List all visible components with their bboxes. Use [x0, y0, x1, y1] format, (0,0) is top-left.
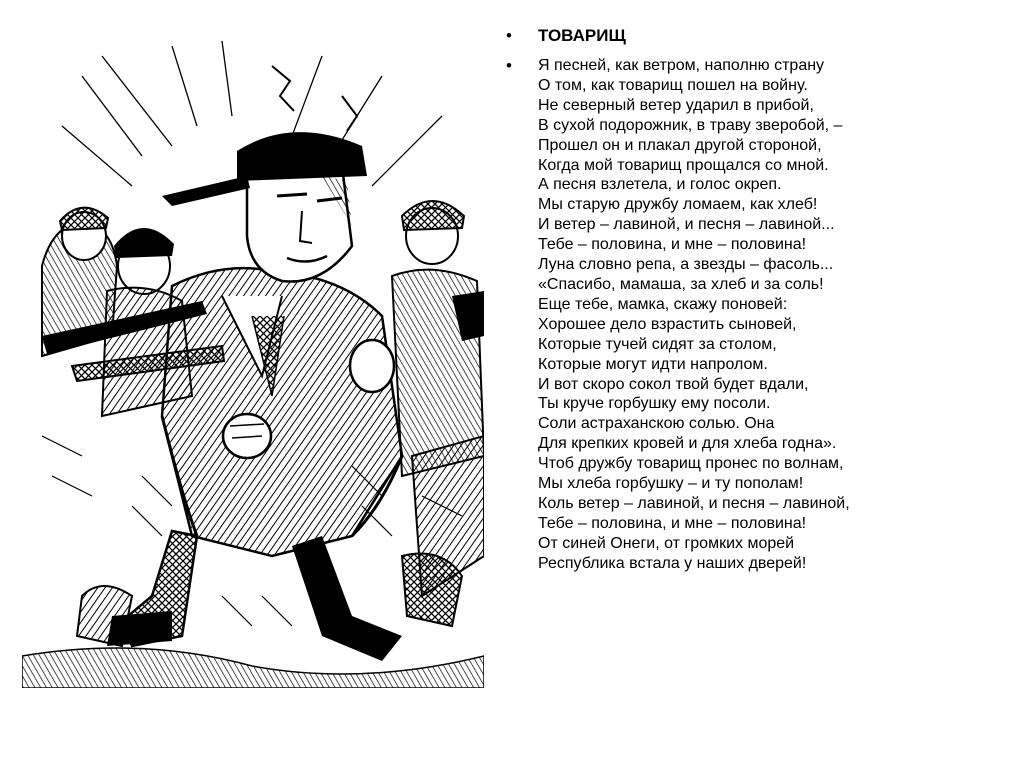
poem-title: ТОВАРИЩ	[538, 26, 626, 45]
poem-line: Хорошее дело взрастить сыновей,	[538, 315, 797, 333]
poem-line: Когда мой товарищ прощался со мной.	[538, 156, 829, 174]
title-bullet-item	[506, 26, 1006, 46]
poem-lines	[538, 56, 1006, 574]
poem-bullet-item	[506, 56, 1006, 574]
poem-line: «Спасибо, мамаша, за хлеб и за соль!	[538, 275, 824, 293]
poem-line: А песня взлетела, и голос окреп.	[538, 176, 782, 194]
poem-line: Тебе – половина, и мне – половина!	[538, 236, 807, 254]
poem-line: Соли астраханскою солью. Она	[538, 415, 775, 433]
poem-line: Мы старую дружбу ломаем, как хлеб!	[538, 196, 818, 214]
poem-line: Ты круче горбушку ему посоли.	[538, 395, 771, 413]
poem-line: О том, как товарищ пошел на войну.	[538, 76, 808, 94]
bullet-icon: •	[506, 26, 512, 45]
poem-line: Мы хлеба горбушку – и ту пополам!	[538, 475, 804, 493]
poem-line: От синей Онеги, от громких морей	[538, 534, 795, 552]
poem-line: И ветер – лавиной, и песня – лавиной...	[538, 216, 835, 234]
poem-line: Республика встала у наших дверей!	[538, 554, 807, 572]
poem-line: Еще тебе, мамка, скажу поновей:	[538, 295, 788, 313]
poem-line: Которые могут идти напролом.	[538, 355, 768, 373]
poem-line: Прошел он и плакал другой стороной,	[538, 136, 822, 154]
poem-line: В сухой подорожник, в траву зверобой, –	[538, 116, 843, 134]
poem-line: Которые тучей сидят за столом,	[538, 335, 777, 353]
poem-line: Не северный ветер ударил в прибой,	[538, 96, 814, 114]
poem-line: Я песней, как ветром, наполню страну	[538, 57, 825, 74]
poem-line: Для крепких кровей и для хлеба годна».	[538, 435, 837, 453]
bullet-icon: •	[506, 56, 512, 75]
poem-line: Чтоб дружбу товарищ пронес по волнам,	[538, 455, 844, 473]
poem-line: Луна словно репа, а звезды – фасоль...	[538, 256, 834, 274]
soldiers-illustration-icon	[22, 36, 484, 688]
poem-line: И вот скоро сокол твой будет вдали,	[538, 375, 809, 393]
soldiers-illustration	[22, 36, 484, 688]
poem-text-block	[506, 26, 1006, 574]
poem-line: Коль ветер – лавиной, и песня – лавиной,	[538, 494, 850, 512]
poem-line: Тебе – половина, и мне – половина!	[538, 514, 807, 532]
